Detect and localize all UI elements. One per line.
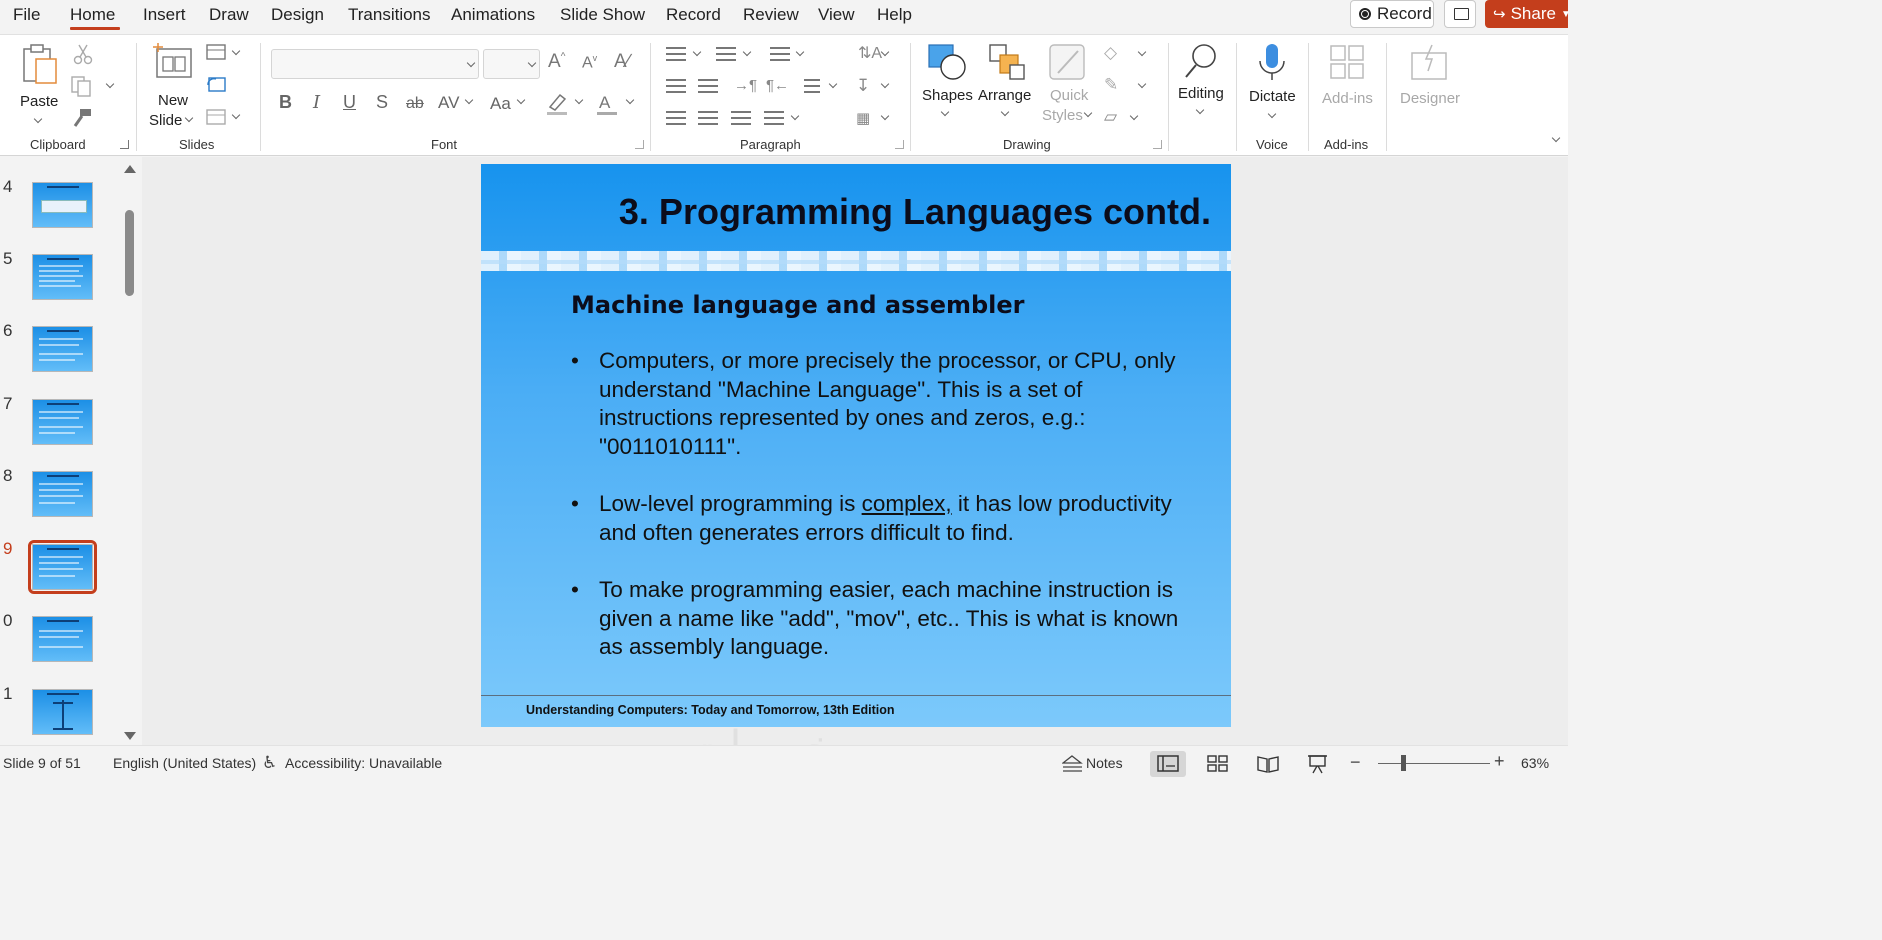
numbering-icon[interactable] bbox=[716, 47, 736, 61]
slide-thumbnail[interactable] bbox=[32, 326, 93, 372]
bullet-text-part: it has low productivity and often generates errors difficult to find. bbox=[599, 491, 1172, 545]
chevron-down-icon bbox=[791, 112, 799, 120]
bullet-icon: • bbox=[571, 577, 579, 602]
zoom-in-icon[interactable]: + bbox=[1494, 751, 1505, 771]
menu-record[interactable]: Record bbox=[666, 5, 721, 24]
normal-view-icon bbox=[1157, 755, 1179, 773]
slide-title[interactable]: 3. Programming Languages contd. bbox=[618, 191, 1211, 232]
highlight-icon[interactable] bbox=[545, 91, 571, 117]
menu-draw[interactable]: Draw bbox=[209, 5, 249, 24]
bold-button[interactable]: B bbox=[279, 92, 292, 112]
designer-button[interactable] bbox=[1396, 39, 1466, 131]
chevron-down-icon bbox=[881, 112, 889, 120]
notes-icon bbox=[1062, 755, 1084, 773]
align-left-icon[interactable] bbox=[666, 111, 686, 125]
designer-label: Designer bbox=[1400, 90, 1461, 107]
bullet-icon: • bbox=[571, 348, 579, 373]
shape-outline-icon[interactable]: ✎ bbox=[1104, 75, 1119, 94]
language-indicator[interactable]: English (United States) bbox=[113, 755, 257, 771]
slide-footer[interactable]: Understanding Computers: Today and Tomorrow, 13th Edition bbox=[526, 703, 895, 717]
slide-number: 0 bbox=[3, 611, 13, 630]
shapes-label: Shapes bbox=[922, 87, 973, 104]
section-icon[interactable] bbox=[206, 107, 228, 127]
chevron-down-icon bbox=[1138, 48, 1146, 56]
italic-button[interactable]: I bbox=[313, 92, 321, 113]
collapse-ribbon-icon[interactable] bbox=[1552, 134, 1560, 142]
copy-icon[interactable] bbox=[70, 75, 94, 97]
menu-file[interactable]: File bbox=[13, 5, 41, 24]
bullet-text-part: Low-level programming is bbox=[599, 491, 862, 516]
change-case-button[interactable]: Aa bbox=[490, 94, 511, 113]
slide-number: 7 bbox=[3, 394, 13, 413]
designer-icon bbox=[1408, 43, 1452, 83]
record-button-label: Record bbox=[1377, 4, 1432, 23]
slide-thumbnail[interactable] bbox=[32, 689, 93, 735]
align-right-icon[interactable] bbox=[731, 111, 751, 125]
zoom-slider[interactable] bbox=[1378, 763, 1490, 764]
align-center-icon[interactable] bbox=[698, 111, 718, 125]
chevron-down-icon bbox=[1130, 112, 1138, 120]
shape-effects-icon[interactable]: ▱ bbox=[1104, 107, 1118, 126]
share-button-label: Share bbox=[1510, 4, 1556, 23]
new-slide-icon bbox=[151, 43, 193, 81]
notes-button[interactable] bbox=[1062, 751, 1126, 777]
bullet-item[interactable] bbox=[571, 576, 1191, 666]
ltr-icon[interactable]: →¶ bbox=[734, 77, 758, 94]
paste-label: Paste bbox=[20, 93, 59, 110]
font-size-input[interactable] bbox=[483, 49, 540, 79]
character-spacing-button[interactable]: AV bbox=[438, 93, 460, 112]
scroll-down-icon[interactable] bbox=[124, 732, 136, 740]
editing-button[interactable] bbox=[1176, 39, 1228, 131]
smartart-icon[interactable]: ▦ bbox=[856, 110, 871, 127]
chevron-down-icon bbox=[232, 47, 240, 55]
normal-view-button[interactable] bbox=[1150, 751, 1186, 777]
underline-button[interactable]: U bbox=[343, 92, 356, 112]
shapes-icon bbox=[925, 41, 969, 83]
quick-styles-label-2: Styles bbox=[1042, 107, 1083, 124]
slide-thumbnail[interactable] bbox=[32, 254, 93, 300]
group-separator bbox=[136, 43, 137, 151]
group-separator bbox=[910, 43, 911, 151]
chevron-down-icon bbox=[1084, 109, 1092, 117]
chevron-down-icon bbox=[232, 111, 240, 119]
scroll-up-icon[interactable] bbox=[124, 165, 136, 173]
menu-design[interactable]: Design bbox=[271, 5, 324, 24]
slide-number: 6 bbox=[3, 321, 13, 340]
bullet-item[interactable] bbox=[571, 490, 1191, 550]
slide-thumbnail[interactable] bbox=[32, 471, 93, 517]
shapes-button[interactable] bbox=[920, 39, 972, 131]
slide-canvas[interactable] bbox=[481, 164, 1231, 727]
decrease-font-size-icon[interactable]: $A^v$ bbox=[582, 53, 598, 72]
chevron-down-icon bbox=[1268, 110, 1276, 118]
font-color-icon[interactable] bbox=[595, 91, 621, 117]
comments-button[interactable] bbox=[1444, 0, 1476, 28]
chevron-down-icon bbox=[1196, 106, 1204, 114]
increase-indent-icon[interactable] bbox=[698, 79, 718, 93]
arrange-icon bbox=[986, 41, 1030, 83]
bullets-icon[interactable] bbox=[666, 47, 686, 61]
rtl-icon[interactable]: ¶← bbox=[766, 77, 790, 94]
editing-label: Editing bbox=[1178, 85, 1224, 102]
chevron-down-icon bbox=[1138, 80, 1146, 88]
bullet-item[interactable] bbox=[571, 347, 1191, 465]
group-separator bbox=[1168, 43, 1169, 151]
bullet-link[interactable]: complex, bbox=[861, 491, 952, 516]
slide-thumbnail-panel bbox=[0, 157, 142, 745]
menu-transitions[interactable]: Transitions bbox=[348, 5, 431, 24]
menu-bar bbox=[0, 0, 1571, 30]
line-spacing-icon[interactable] bbox=[770, 47, 790, 61]
menu-insert[interactable]: Insert bbox=[143, 5, 186, 24]
slide-counter: Slide 9 of 51 bbox=[3, 755, 81, 771]
chevron-down-icon bbox=[796, 48, 804, 56]
bullet-text: To make programming easier, each machine instruction is given a name like "add", "mov", etc.. This is what is known as assembly language. bbox=[599, 577, 1179, 660]
chevron-down-icon bbox=[34, 115, 42, 123]
microphone-icon bbox=[1250, 41, 1294, 83]
shadow-button[interactable]: S bbox=[376, 92, 389, 112]
increase-font-size-icon[interactable]: A^ bbox=[548, 51, 566, 72]
slide-subtitle[interactable]: Machine language and assembler bbox=[571, 291, 1025, 319]
record-button[interactable] bbox=[1350, 0, 1434, 28]
columns-icon[interactable] bbox=[804, 79, 820, 93]
menu-help[interactable]: Help bbox=[877, 5, 912, 24]
record-icon bbox=[1359, 8, 1371, 20]
chevron-down-icon bbox=[185, 114, 193, 122]
new-slide-button[interactable] bbox=[146, 41, 198, 131]
slide-panel-scrollbar[interactable] bbox=[125, 210, 134, 296]
bullet-icon: • bbox=[571, 491, 579, 516]
voice-group-label: Voice bbox=[1256, 137, 1288, 152]
slide-number: 5 bbox=[3, 249, 13, 268]
accessibility-status[interactable]: Accessibility: Unavailable bbox=[285, 755, 443, 771]
chevron-down-icon bbox=[106, 80, 114, 88]
bullet-text: Computers, or more precisely the processor, or CPU, only understand "Machine Language". This is a set of instructions represented by ones and zeros, e.g.: "0011010111". bbox=[599, 348, 1176, 460]
bullet-text bbox=[599, 490, 1189, 547]
slide-number: 8 bbox=[3, 466, 13, 485]
zoom-level[interactable]: 63% bbox=[1521, 755, 1550, 771]
cut-icon[interactable] bbox=[72, 43, 94, 65]
paste-button[interactable] bbox=[12, 41, 64, 131]
active-tab-indicator bbox=[70, 27, 120, 30]
chevron-down-icon bbox=[626, 96, 634, 104]
menu-animations[interactable]: Animations bbox=[451, 5, 536, 24]
decrease-indent-icon[interactable] bbox=[666, 79, 686, 93]
quick-styles-icon bbox=[1046, 41, 1090, 83]
group-separator bbox=[1236, 43, 1237, 151]
reading-view-button[interactable] bbox=[1250, 751, 1286, 777]
strikethrough-button[interactable]: ab bbox=[406, 95, 424, 112]
group-separator bbox=[650, 43, 651, 151]
group-separator bbox=[1308, 43, 1309, 151]
arrange-button[interactable] bbox=[978, 39, 1036, 131]
chevron-down-icon bbox=[465, 96, 473, 104]
paste-icon bbox=[20, 43, 60, 85]
chevron-down-icon bbox=[575, 96, 583, 104]
search-icon bbox=[1180, 41, 1224, 83]
chevron-down-icon bbox=[881, 80, 889, 88]
addins-button[interactable] bbox=[1316, 39, 1378, 131]
arrange-label: Arrange bbox=[978, 87, 1032, 104]
paragraph-group-label: Paragraph bbox=[740, 137, 801, 152]
layout-icon[interactable] bbox=[206, 43, 228, 63]
slide-sorter-button[interactable] bbox=[1200, 751, 1236, 777]
chevron-down-icon bbox=[829, 80, 837, 88]
slide-number-current: 9 bbox=[3, 539, 13, 558]
addins-icon bbox=[1328, 43, 1368, 83]
clear-formatting-icon[interactable]: A∕ bbox=[614, 51, 630, 72]
chevron-down-icon bbox=[528, 59, 536, 67]
slide-thumbnail[interactable] bbox=[32, 182, 93, 228]
footer-divider bbox=[481, 695, 1231, 696]
reset-icon[interactable] bbox=[206, 75, 228, 95]
status-bar bbox=[0, 745, 1568, 783]
slide-sorter-icon bbox=[1207, 755, 1229, 773]
new-slide-label-2: Slide bbox=[149, 112, 183, 129]
new-slide-label: New bbox=[158, 92, 189, 109]
dictate-label: Dictate bbox=[1249, 88, 1296, 105]
font-group-label: Font bbox=[431, 137, 458, 152]
addins-group-label: Add-ins bbox=[1324, 137, 1369, 152]
drawing-group-label: Drawing bbox=[1003, 137, 1051, 152]
justify-icon[interactable] bbox=[764, 111, 784, 125]
chevron-down-icon: ▼ bbox=[1560, 8, 1571, 20]
quick-styles-label: Quick bbox=[1050, 87, 1089, 104]
group-separator bbox=[1386, 43, 1387, 151]
slide-show-button[interactable] bbox=[1300, 751, 1336, 777]
quick-styles-button[interactable] bbox=[1042, 39, 1094, 131]
addins-label: Add-ins bbox=[1322, 90, 1373, 107]
align-text-icon[interactable]: ↧ bbox=[856, 76, 871, 95]
clipboard-group-label: Clipboard bbox=[30, 137, 86, 152]
chevron-down-icon bbox=[467, 59, 475, 67]
format-painter-icon[interactable] bbox=[70, 107, 94, 129]
shape-fill-icon[interactable]: ◇ bbox=[1104, 43, 1118, 62]
share-button[interactable] bbox=[1485, 0, 1571, 28]
slides-group-label: Slides bbox=[179, 137, 215, 152]
share-icon: ↪ bbox=[1493, 6, 1506, 23]
slide-show-icon bbox=[1307, 754, 1329, 774]
slide-number: 1 bbox=[3, 684, 13, 703]
notes-label: Notes bbox=[1086, 755, 1123, 771]
slide-number: 4 bbox=[3, 177, 13, 196]
zoom-out-icon[interactable]: − bbox=[1350, 752, 1361, 772]
reading-view-icon bbox=[1257, 755, 1279, 773]
chevron-down-icon bbox=[517, 96, 525, 104]
dictate-button[interactable] bbox=[1244, 39, 1300, 131]
slide-thumbnail[interactable] bbox=[32, 616, 93, 662]
slide-decorative-band bbox=[481, 260, 1231, 264]
chevron-down-icon bbox=[941, 108, 949, 116]
group-separator bbox=[260, 43, 261, 151]
menu-review[interactable]: Review bbox=[743, 5, 799, 24]
chevron-down-icon bbox=[743, 48, 751, 56]
chevron-down-icon bbox=[693, 48, 701, 56]
ribbon bbox=[0, 34, 1568, 156]
menu-home[interactable]: Home bbox=[70, 5, 116, 24]
dialog-launcher-icon[interactable] bbox=[1153, 140, 1162, 149]
menu-slide-show[interactable]: Slide Show bbox=[560, 5, 646, 24]
selected-slide-frame bbox=[28, 540, 97, 594]
font-name-input[interactable] bbox=[271, 49, 479, 79]
svg-text:A: A bbox=[599, 93, 611, 112]
dialog-launcher-icon[interactable] bbox=[120, 140, 129, 149]
slide-thumbnail[interactable] bbox=[32, 399, 93, 445]
accessibility-icon: ♿ bbox=[262, 753, 278, 772]
text-direction-icon[interactable]: ⇅A bbox=[858, 45, 883, 62]
zoom-slider-thumb[interactable] bbox=[1401, 755, 1406, 771]
menu-view[interactable]: View bbox=[818, 5, 855, 24]
chevron-down-icon bbox=[1001, 108, 1009, 116]
dialog-launcher-icon[interactable] bbox=[895, 140, 904, 149]
dialog-launcher-icon[interactable] bbox=[635, 140, 644, 149]
